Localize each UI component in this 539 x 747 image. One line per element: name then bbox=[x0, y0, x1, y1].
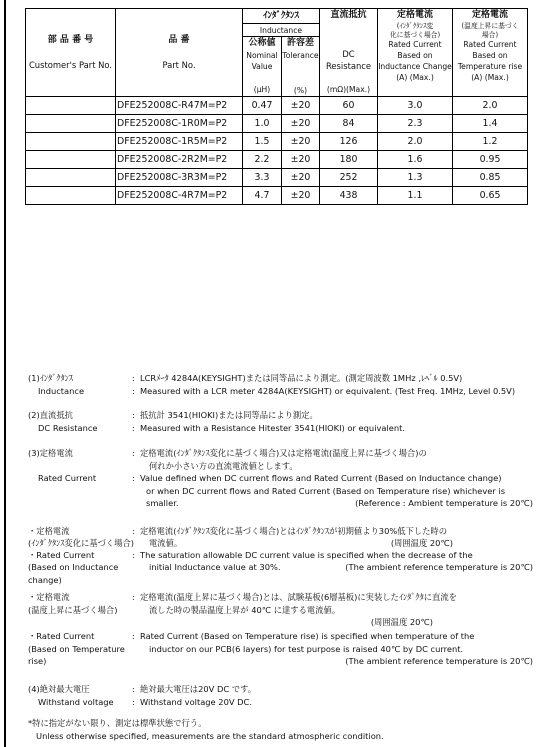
cell-nominal: 1.0 bbox=[243, 115, 282, 133]
note1-en: Measured with a LCR meter 4284A(KEYSIGHT) or equivalent. (Test Freq. 1MHz, Level 0.5V) bbox=[140, 385, 516, 396]
cell-rated-inductance: 1.3 bbox=[378, 169, 453, 187]
cell-rated-inductance: 1.6 bbox=[378, 151, 453, 169]
rated1-jp: 定格電流 bbox=[397, 10, 434, 20]
note4-label-jp1: ・定格電流 bbox=[28, 526, 70, 536]
table-row bbox=[26, 151, 528, 169]
note2-label-jp: (2)直流抵抗 bbox=[28, 410, 73, 420]
cell-rated-temperature: 0.95 bbox=[453, 151, 528, 169]
note2-colon: : bbox=[132, 422, 135, 433]
inductance-jp: ｲﾝﾀﾞｸﾀﾝｽ bbox=[263, 11, 300, 21]
nominal-en2: Value bbox=[251, 62, 273, 72]
cell-part-no: DFE252008C-1R5M=P2 bbox=[116, 133, 243, 151]
note-dc-resistance bbox=[28, 409, 533, 447]
part-no-jp: 品 番 bbox=[168, 35, 190, 46]
cell-part-no: DFE252008C-3R3M=P2 bbox=[116, 169, 243, 187]
rated1-unit: (A) (Max.) bbox=[396, 73, 434, 83]
cell-dcr: 60 bbox=[320, 97, 378, 115]
note2-en: Measured with a Resistance Hitester 3541(HIOKI) or equivalent. bbox=[140, 422, 406, 433]
note6-label-jp: (4)絶対最大電圧 bbox=[28, 684, 90, 694]
note4-en2r: (The ambient reference temperature is 20℃) bbox=[345, 562, 533, 572]
nominal-en1: Nominal bbox=[246, 51, 278, 61]
cell-rated-inductance: 2.3 bbox=[378, 115, 453, 133]
cell-part-no: DFE252008C-4R7M=P2 bbox=[116, 187, 243, 205]
cell-dcr: 126 bbox=[320, 133, 378, 151]
rated2-jp: 定格電流 bbox=[472, 10, 509, 20]
rated1-en3: Inductance Change bbox=[378, 62, 452, 72]
table-row bbox=[26, 97, 528, 115]
note3-jp2: 何れか小さい方の直流電流値とします。 bbox=[149, 460, 298, 471]
note3-colon: : bbox=[132, 473, 135, 483]
cell-rated-temperature: 0.65 bbox=[453, 187, 528, 205]
cell-dcr: 180 bbox=[320, 151, 378, 169]
table-row bbox=[26, 133, 528, 151]
rated1-sub1: (ｲﾝﾀﾞｸﾀﾝｽ変 bbox=[396, 22, 434, 31]
cell-rated-inductance: 3.0 bbox=[378, 97, 453, 115]
note1-jp: LCRﾒｰﾀ 4284A(KEYSIGHT)または同等品により測定。(測定周波数 1MHz ,ﾚﾍﾞﾙ 0.5V) bbox=[140, 373, 463, 383]
rated1-sub2: 化に基づく場合) bbox=[389, 30, 441, 39]
dcr-unit: (mΩ)(Max.) bbox=[326, 85, 371, 95]
table-row bbox=[26, 115, 528, 133]
cell-tolerance: ±20 bbox=[282, 97, 320, 115]
cell-customer bbox=[26, 115, 116, 133]
note5-colon: : bbox=[132, 631, 135, 641]
note1-label-en: Inductance bbox=[38, 385, 85, 396]
header-part-no bbox=[116, 9, 243, 97]
cell-nominal: 1.5 bbox=[243, 133, 282, 151]
cell-customer bbox=[26, 151, 116, 169]
note4-label-jp2: (ｲﾝﾀﾞｸﾀﾝｽ変化に基づく場合) bbox=[28, 538, 135, 548]
note5-en1: Rated Current (Based on Temperature rise) is specified when temperature of the bbox=[140, 631, 475, 641]
dcr-en1: DC bbox=[342, 49, 355, 60]
note4-jp1: 定格電流(ｲﾝﾀﾞｸﾀﾝｽ変化に基づく場合)とはｲﾝﾀﾞｸﾀﾝｽが初期値より30%低下した時の bbox=[140, 526, 448, 536]
note3-jp1: 定格電流(ｲﾝﾀﾞｸﾀﾝｽ変化に基づく場合)又は定格電流(温度上昇に基づく場合)の bbox=[140, 448, 427, 458]
rated1-en2: Based on bbox=[397, 51, 433, 61]
footer-en: Unless otherwise specified, measurements are the standard atmospheric condition. bbox=[36, 730, 384, 741]
note6-en: Withstand voltage 20V DC. bbox=[140, 696, 252, 707]
note4-jp2: 電流値。 bbox=[149, 538, 183, 548]
rated1-en1: Rated Current bbox=[388, 40, 442, 50]
rated2-unit: (A) (Max.) bbox=[471, 73, 509, 83]
note5-jp2: 流した時の製品温度上昇が 40℃ に達する電流値。 bbox=[149, 604, 341, 615]
customer-part-no-en: Customer's Part No. bbox=[28, 60, 113, 71]
rated2-en3: Temperature rise bbox=[457, 62, 523, 72]
inductance-en: Inductance bbox=[259, 26, 303, 36]
note5-label-en1: ・Rated Current bbox=[28, 631, 95, 641]
footer-jp: *特に指定がない限り、測定は標準状態で行う。 bbox=[28, 718, 207, 728]
cell-customer bbox=[26, 187, 116, 205]
note5-label-jp2: (温度上昇に基づく場合) bbox=[28, 604, 118, 615]
spec-table bbox=[25, 8, 528, 205]
cell-dcr: 252 bbox=[320, 169, 378, 187]
rated2-sub2: 場合) bbox=[481, 30, 499, 39]
note2-jp: 抵抗計 3541(HIOKI)または同等品により測定。 bbox=[140, 410, 318, 420]
note6-colon: : bbox=[132, 696, 135, 707]
note5-label-jp1: ・定格電流 bbox=[28, 592, 70, 602]
cell-part-no: DFE252008C-1R0M=P2 bbox=[116, 115, 243, 133]
table-row bbox=[26, 169, 528, 187]
cell-part-no: DFE252008C-2R2M=P2 bbox=[116, 151, 243, 169]
note3-en3: (Reference : Ambient temperature is 20℃) bbox=[355, 498, 533, 509]
note2-label-en: DC Resistance bbox=[38, 422, 98, 433]
header-rated-current-temperature bbox=[453, 9, 528, 97]
note3-colon: : bbox=[132, 448, 135, 458]
table-row bbox=[26, 187, 528, 205]
note4-colon: : bbox=[132, 550, 135, 560]
cell-customer bbox=[26, 97, 116, 115]
nominal-unit: (μH) bbox=[253, 85, 271, 95]
cell-nominal: 4.7 bbox=[243, 187, 282, 205]
note3-en2: or when DC current flows and Rated Current (Based on Temperature rise) whichever is smaller. bbox=[146, 485, 506, 509]
note1-colon: : bbox=[132, 385, 135, 396]
header-nominal bbox=[243, 37, 282, 97]
cell-tolerance: ±20 bbox=[282, 133, 320, 151]
cell-rated-temperature: 1.2 bbox=[453, 133, 528, 151]
note2-colon: : bbox=[132, 410, 135, 420]
header-tolerance bbox=[282, 37, 320, 97]
note4-en1: The saturation allowable DC current value is specified when the decrease of the bbox=[140, 550, 473, 560]
note6-label-en: Withstand voltage bbox=[38, 696, 114, 707]
cell-dcr: 84 bbox=[320, 115, 378, 133]
customer-part-no-jp: 部 品 番 号 bbox=[47, 35, 94, 46]
cell-customer bbox=[26, 133, 116, 151]
note5-jp1: 定格電流(温度上昇に基づく場合)とは、試験基板(6層基板)に実装したｲﾝﾀﾞｸﾀに直流を bbox=[140, 592, 457, 602]
note-rated-current bbox=[28, 447, 533, 525]
header-rated-current-inductance bbox=[378, 9, 453, 97]
notes-section bbox=[28, 372, 533, 743]
dcr-jp: 直流抵抗 bbox=[330, 10, 367, 20]
note6-jp: 絶対最大電圧は20V DC です。 bbox=[140, 684, 256, 694]
note4-jp2r: (周囲温度 20℃) bbox=[390, 538, 453, 548]
nominal-jp: 公称値 bbox=[248, 38, 276, 49]
cell-rated-temperature: 1.4 bbox=[453, 115, 528, 133]
note4-colon: : bbox=[132, 526, 135, 536]
cell-rated-inductance: 2.0 bbox=[378, 133, 453, 151]
left-border-line bbox=[4, 0, 6, 747]
note-inductance bbox=[28, 372, 533, 409]
tolerance-jp: 許容差 bbox=[287, 38, 315, 49]
note5-colon: : bbox=[132, 592, 135, 602]
cell-rated-temperature: 0.85 bbox=[453, 169, 528, 187]
cell-rated-temperature: 2.0 bbox=[453, 97, 528, 115]
cell-tolerance: ±20 bbox=[282, 115, 320, 133]
note4-en2: initial Inductance value at 30%. bbox=[149, 562, 281, 572]
cell-tolerance: ±20 bbox=[282, 187, 320, 205]
cell-nominal: 3.3 bbox=[243, 169, 282, 187]
cell-part-no: DFE252008C-R47M=P2 bbox=[116, 97, 243, 115]
cell-customer bbox=[26, 169, 116, 187]
cell-dcr: 438 bbox=[320, 187, 378, 205]
cell-tolerance: ±20 bbox=[282, 151, 320, 169]
cell-nominal: 2.2 bbox=[243, 151, 282, 169]
note3-label-jp: (3)定格電流 bbox=[28, 448, 73, 458]
header-inductance bbox=[243, 9, 320, 24]
note5-en3: (The ambient reference temperature is 20℃) bbox=[345, 656, 533, 667]
note1-colon: : bbox=[132, 373, 135, 383]
footer-note bbox=[28, 717, 533, 743]
cell-tolerance: ±20 bbox=[282, 169, 320, 187]
cell-nominal: 0.47 bbox=[243, 97, 282, 115]
note5-label-en2: (Based on Temperature rise) bbox=[28, 643, 125, 667]
tolerance-unit: (%) bbox=[293, 86, 308, 96]
note5-en2: inductor on our PCB(6 layers) for test purpose is raised 40℃ by DC current. bbox=[149, 643, 464, 654]
dcr-en2: Resistance bbox=[325, 61, 372, 72]
note5-jp3: (周囲温度 20℃) bbox=[370, 617, 433, 628]
note-rated-current-temperature bbox=[28, 591, 533, 683]
header-dc-resistance bbox=[320, 9, 378, 97]
note3-en1: Value defined when DC current flows and Rated Current (Based on Inductance change) bbox=[140, 473, 502, 483]
rated2-en1: Rated Current bbox=[463, 40, 517, 50]
rated2-en2: Based on bbox=[472, 51, 508, 61]
note1-label-jp: (1)ｲﾝﾀﾞｸﾀﾝｽ bbox=[28, 373, 73, 383]
tolerance-en: Tolerance bbox=[282, 51, 319, 61]
rated2-sub1: (温度上昇に基づく bbox=[461, 22, 519, 31]
header-row-1 bbox=[26, 9, 528, 24]
note4-label-en2: (Based on Inductance change) bbox=[28, 562, 119, 585]
part-no-en: Part No. bbox=[162, 60, 196, 71]
note-rated-current-inductance bbox=[28, 525, 533, 591]
note4-label-en1: ・Rated Current bbox=[28, 550, 95, 560]
note3-label-en: Rated Current bbox=[38, 473, 97, 483]
note-withstand-voltage bbox=[28, 683, 533, 717]
header-customer-part-no bbox=[26, 9, 116, 97]
note6-colon: : bbox=[132, 684, 135, 694]
cell-rated-inductance: 1.1 bbox=[378, 187, 453, 205]
header-inductance-en bbox=[243, 24, 320, 37]
